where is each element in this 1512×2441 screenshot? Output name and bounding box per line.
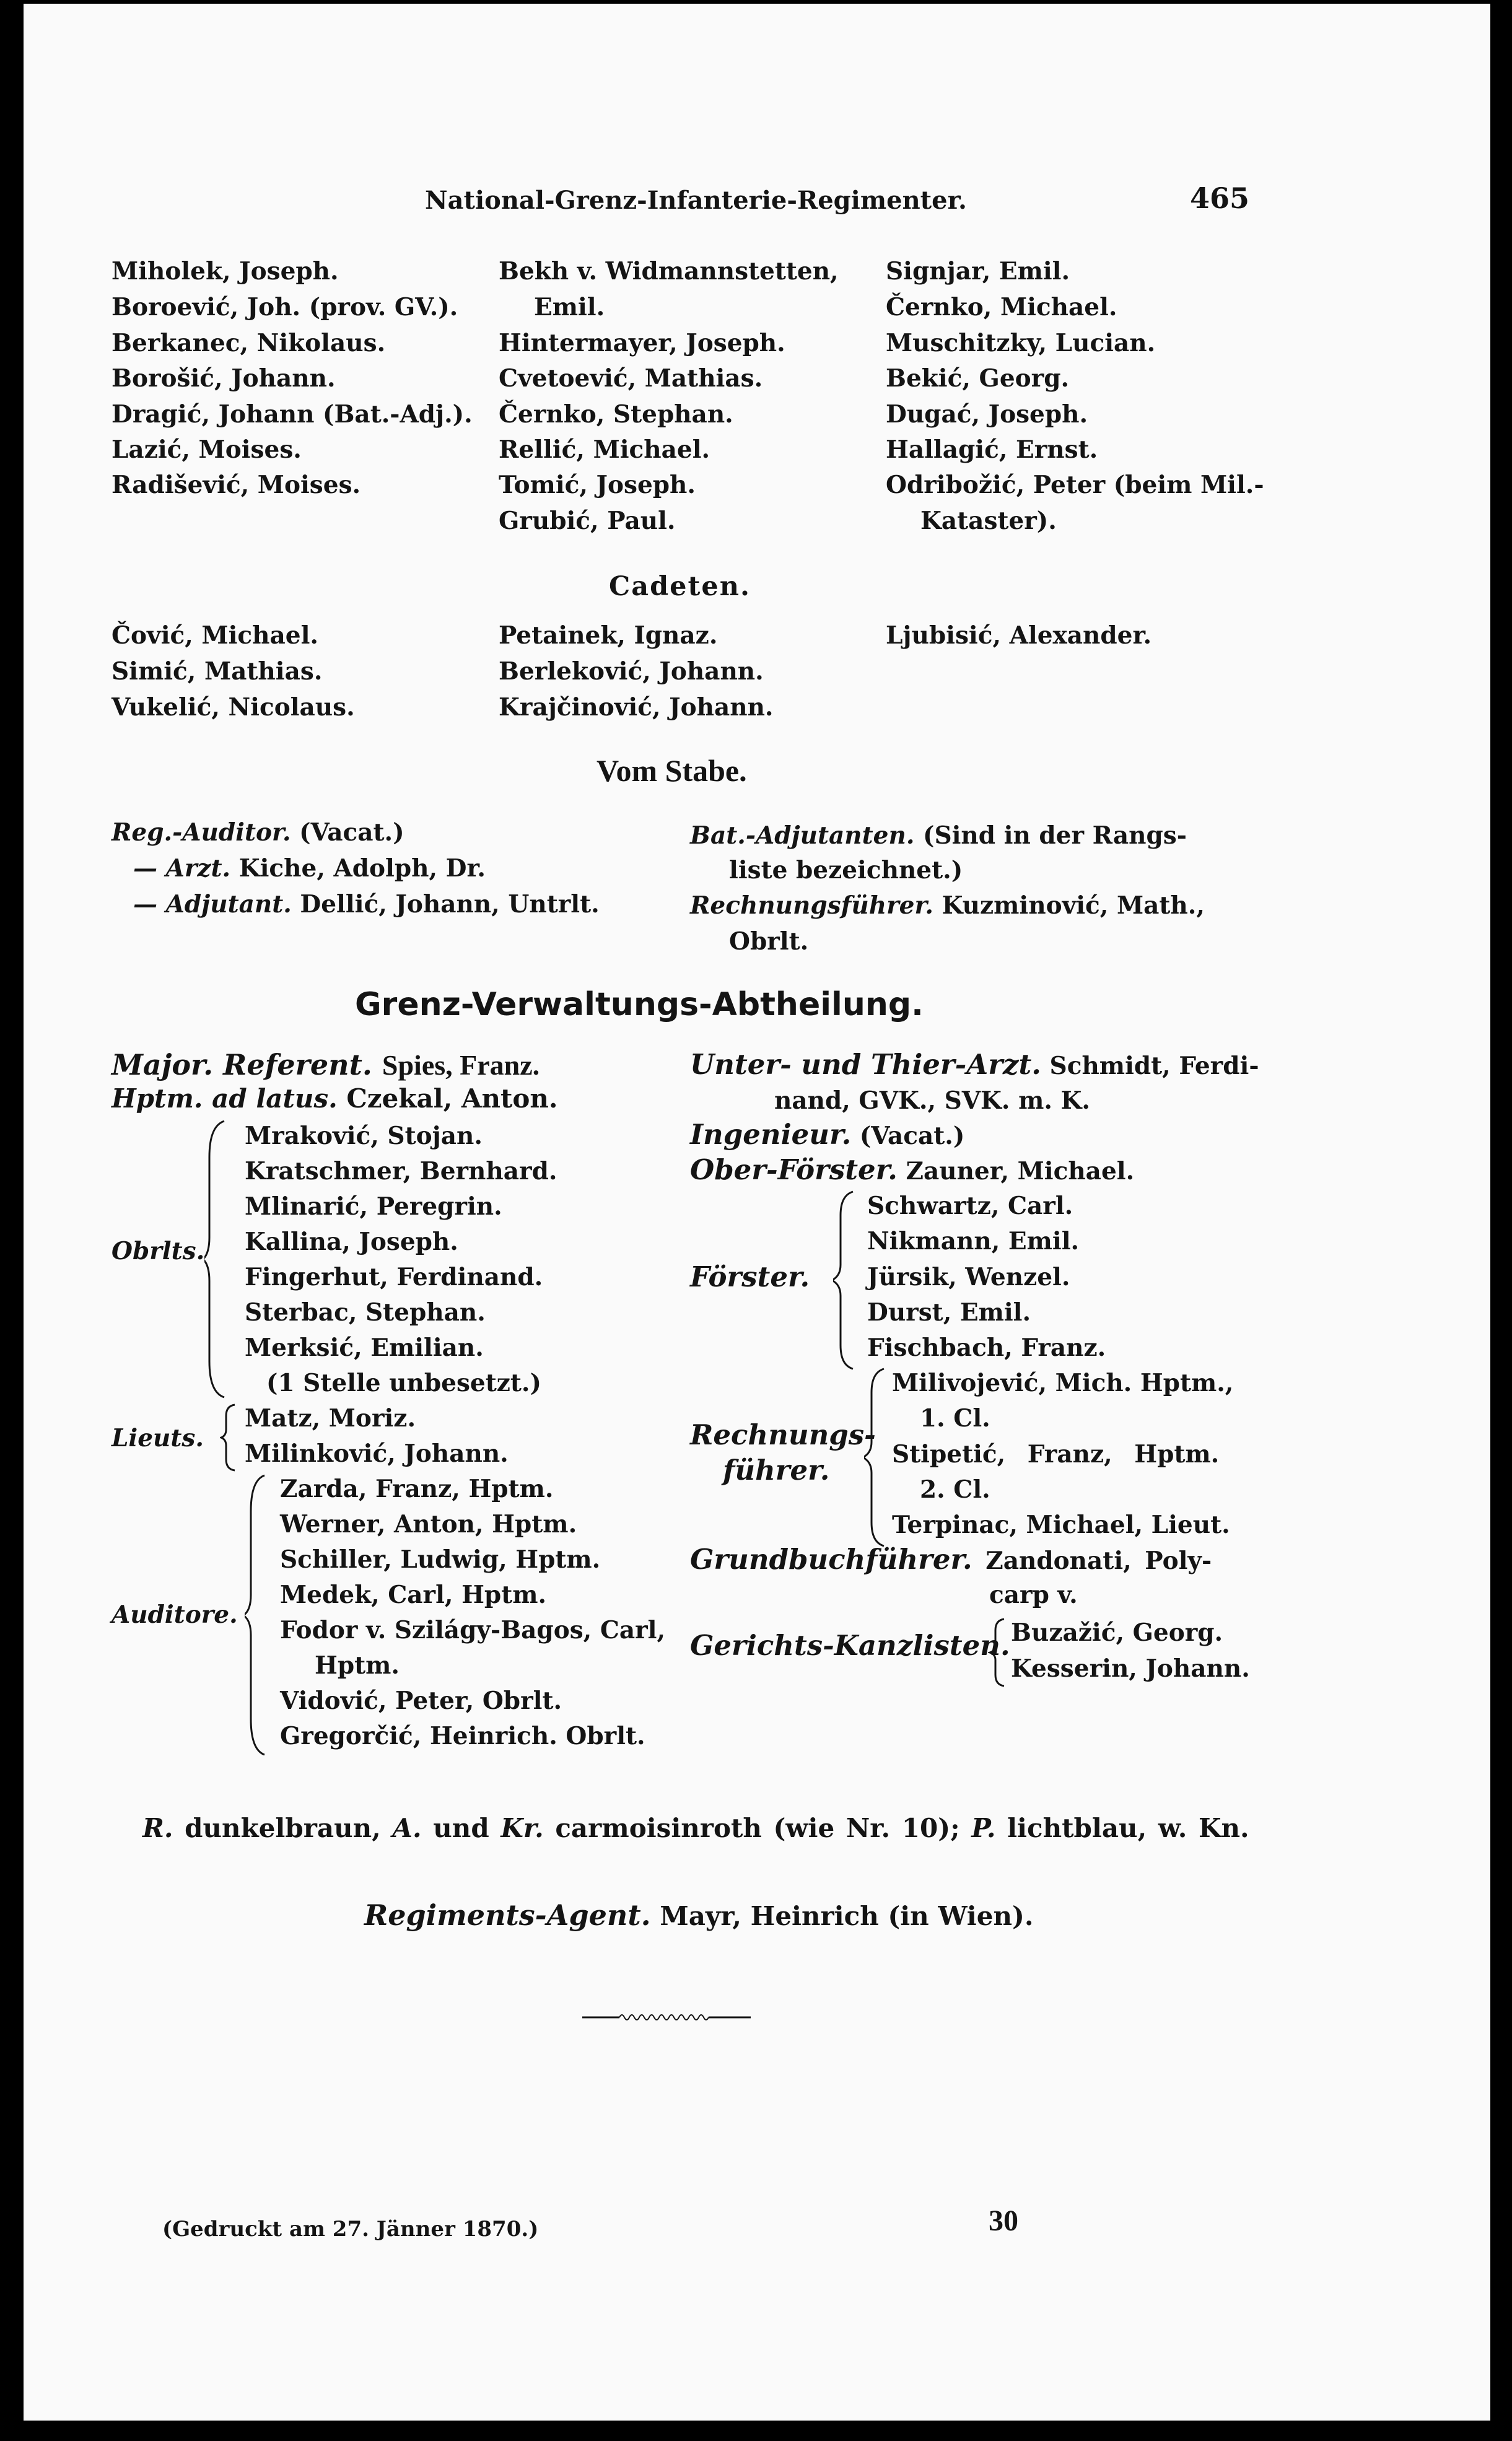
auditor-entry: Zarda, Franz, Hptm. bbox=[280, 1475, 554, 1503]
rechnungs-entry: Terpinac, Michael, Lieut. bbox=[892, 1511, 1230, 1539]
obrlt-entry: Mraković, Stojan. bbox=[245, 1122, 483, 1150]
staff-label: Rechnungsführer. bbox=[690, 891, 934, 920]
brace-icon bbox=[220, 1404, 238, 1472]
grenz-label: Grundbuchführer. bbox=[690, 1543, 972, 1576]
staff-value: liste bezeichnet.) bbox=[729, 856, 963, 884]
staff-value: Obrlt. bbox=[729, 927, 809, 956]
foerster-entry: Nikmann, Emil. bbox=[867, 1227, 1080, 1255]
foerster-entry: Schwartz, Carl. bbox=[867, 1192, 1073, 1220]
brace-icon bbox=[833, 1190, 858, 1370]
officer-entry: Tomić, Joseph. bbox=[499, 471, 696, 499]
officer-entry: Emil. bbox=[534, 293, 605, 321]
lieut-entry: Matz, Moriz. bbox=[245, 1404, 416, 1433]
officer-entry: Berkanec, Nikolaus. bbox=[111, 329, 386, 357]
agent-label: Regiments-Agent. bbox=[364, 1898, 651, 1932]
obrlt-entry: Merksić, Emilian. bbox=[245, 1334, 484, 1362]
brace-icon bbox=[864, 1368, 889, 1547]
staff-label: Bat.-Adjutanten. bbox=[690, 821, 915, 850]
staff-label: — Arzt. bbox=[133, 854, 231, 883]
grenz-value: carp v. bbox=[989, 1581, 1078, 1609]
officer-entry: Miholek, Joseph. bbox=[111, 257, 339, 286]
obrlt-entry: Kratschmer, Bernhard. bbox=[245, 1157, 557, 1186]
uniform-abbr: A. bbox=[392, 1813, 422, 1843]
officer-entry: Černko, Stephan. bbox=[499, 400, 733, 429]
staff-label: — Adjutant. bbox=[133, 890, 292, 919]
grenz-label: Unter- und Thier-Arzt. bbox=[690, 1048, 1041, 1081]
officer-entry: Hintermayer, Joseph. bbox=[499, 329, 785, 357]
grenz-value: Czekal, Anton. bbox=[346, 1083, 558, 1114]
uniform-abbr: Kr. bbox=[500, 1813, 544, 1843]
grenz-value: Schmidt, Ferdi- bbox=[1049, 1052, 1259, 1080]
foerster-entry: Durst, Emil. bbox=[867, 1298, 1031, 1327]
staff-value: Kuzminović, Math., bbox=[942, 891, 1205, 920]
gericht-entry: Buzažić, Georg. bbox=[1011, 1618, 1223, 1647]
print-date: (Gedruckt am 27. Jänner 1870.) bbox=[162, 2217, 539, 2242]
gericht-entry: Kesserin, Johann. bbox=[1011, 1654, 1250, 1683]
rechnungs-entry: Milivojević, Mich. Hptm., bbox=[892, 1369, 1234, 1397]
foerster-entry: Fischbach, Franz. bbox=[867, 1334, 1106, 1362]
brace-icon bbox=[204, 1120, 229, 1399]
grenz-value: Zauner, Michael. bbox=[906, 1157, 1135, 1186]
auditor-entry: Hptm. bbox=[315, 1651, 400, 1680]
uniform-abbr: R. bbox=[142, 1813, 173, 1843]
auditor-entry: Schiller, Ludwig, Hptm. bbox=[280, 1545, 601, 1574]
brace-icon bbox=[245, 1474, 269, 1756]
grenz-value: nand, GVK., SVK. m. K. bbox=[774, 1086, 1090, 1115]
foerster-entry: Jürsik, Wenzel. bbox=[867, 1263, 1070, 1291]
gericht-label: Gerichts-Kanzlisten. bbox=[690, 1629, 1010, 1662]
officer-entry: Hallagić, Ernst. bbox=[886, 435, 1098, 464]
officer-entry: Bekh v. Widmannstetten, bbox=[499, 257, 839, 286]
grenz-label: Ingenieur. bbox=[690, 1118, 852, 1151]
grenz-heading: Grenz-Verwaltungs-Abtheilung. bbox=[355, 986, 924, 1023]
rechnungs-entry: Stipetić, Franz, Hptm. bbox=[892, 1440, 1220, 1469]
cadet-entry: Čović, Michael. bbox=[111, 621, 318, 650]
lieuts-label: Lieuts. bbox=[111, 1424, 204, 1452]
auditor-entry: Fodor v. Szilágy-Bagos, Carl, bbox=[280, 1616, 666, 1644]
obrlts-label: Obrlts. bbox=[111, 1237, 205, 1265]
grenz-label: Major. Referent. bbox=[111, 1048, 372, 1081]
staff-value: Kiche, Adolph, Dr. bbox=[238, 854, 486, 883]
grenz-label: Hptm. ad latus. bbox=[111, 1083, 338, 1114]
cadet-entry: Berleković, Johann. bbox=[499, 657, 764, 686]
grenz-label: Ober-Förster. bbox=[690, 1153, 898, 1186]
cadets-heading: Cadeten. bbox=[609, 571, 751, 602]
obrlt-entry: Mlinarić, Peregrin. bbox=[245, 1192, 502, 1221]
page-number: 465 bbox=[1190, 181, 1250, 215]
auditore-label: Auditore. bbox=[111, 1600, 238, 1629]
running-title: National-Grenz-Infanterie-Regimenter. bbox=[425, 186, 967, 215]
officer-entry: Černko, Michael. bbox=[886, 293, 1117, 321]
obrlt-entry: Kallina, Joseph. bbox=[245, 1228, 458, 1256]
obrlt-entry: Sterbac, Stephan. bbox=[245, 1298, 486, 1327]
uniform-text: carmoisinroth (wie Nr. 10); bbox=[555, 1813, 960, 1843]
cadet-entry: Simić, Mathias. bbox=[111, 657, 323, 686]
auditor-entry: Werner, Anton, Hptm. bbox=[280, 1510, 577, 1539]
grenz-value: (Vacat.) bbox=[859, 1122, 965, 1150]
grenz-value: Spies, Franz. bbox=[382, 1049, 540, 1081]
officer-entry: Kataster). bbox=[920, 507, 1057, 535]
officer-entry: Bekić, Georg. bbox=[886, 364, 1070, 393]
brace-icon bbox=[988, 1618, 1007, 1687]
agent-value: Mayr, Heinrich (in Wien). bbox=[660, 1901, 1034, 1931]
officer-entry: Odribožić, Peter (beim Mil.- bbox=[886, 471, 1264, 499]
signature-mark: 30 bbox=[989, 2204, 1018, 2237]
rechnungs-label: führer. bbox=[723, 1454, 830, 1487]
obrlt-entry: Fingerhut, Ferdinand. bbox=[245, 1263, 543, 1291]
uniform-text: dunkelbraun, bbox=[185, 1813, 381, 1843]
staff-heading: Vom Stabe. bbox=[596, 753, 747, 788]
auditor-entry: Medek, Carl, Hptm. bbox=[280, 1581, 547, 1609]
cadet-entry: Vukelić, Nicolaus. bbox=[111, 693, 355, 722]
grenz-value: Zandonati, Poly- bbox=[985, 1547, 1212, 1575]
officer-entry: Radišević, Moises. bbox=[111, 471, 361, 499]
officer-entry: Signjar, Emil. bbox=[886, 257, 1070, 286]
staff-value: Dellić, Johann, Untrlt. bbox=[300, 890, 600, 919]
uniform-text: lichtblau, w. Kn. bbox=[1007, 1813, 1249, 1843]
officer-entry: Dugać, Joseph. bbox=[886, 400, 1088, 429]
officer-entry: Cvetoević, Mathias. bbox=[499, 364, 763, 393]
staff-label: Reg.-Auditor. bbox=[111, 818, 291, 847]
lieut-entry: Milinković, Johann. bbox=[245, 1439, 509, 1468]
cadet-entry: Ljubisić, Alexander. bbox=[886, 621, 1152, 650]
officer-entry: Boroević, Joh. (prov. GV.). bbox=[111, 293, 458, 321]
staff-value: (Vacat.) bbox=[299, 818, 404, 847]
ornamental-rule bbox=[582, 2009, 751, 2025]
uniform-abbr: P. bbox=[971, 1813, 996, 1843]
foerster-label: Förster. bbox=[690, 1260, 810, 1293]
rechnungs-entry: 2. Cl. bbox=[920, 1475, 990, 1504]
cadet-entry: Petainek, Ignaz. bbox=[499, 621, 718, 650]
obrlt-entry: (1 Stelle unbesetzt.) bbox=[266, 1369, 541, 1397]
rechnungs-entry: 1. Cl. bbox=[920, 1404, 990, 1433]
officer-entry: Lazić, Moises. bbox=[111, 435, 302, 464]
officer-entry: Rellić, Michael. bbox=[499, 435, 710, 464]
officer-entry: Muschitzky, Lucian. bbox=[886, 329, 1156, 357]
officer-entry: Grubić, Paul. bbox=[499, 507, 676, 535]
auditor-entry: Gregorčić, Heinrich. Obrlt. bbox=[280, 1722, 645, 1750]
uniform-text: und bbox=[433, 1813, 489, 1843]
staff-value: (Sind in der Rangs- bbox=[923, 821, 1187, 850]
officer-entry: Borošić, Johann. bbox=[111, 364, 336, 393]
auditor-entry: Vidović, Peter, Obrlt. bbox=[280, 1687, 562, 1715]
rechnungs-label: Rechnungs- bbox=[690, 1418, 876, 1451]
officer-entry: Dragić, Johann (Bat.-Adj.). bbox=[111, 400, 473, 429]
cadet-entry: Krajčinović, Johann. bbox=[499, 693, 774, 722]
